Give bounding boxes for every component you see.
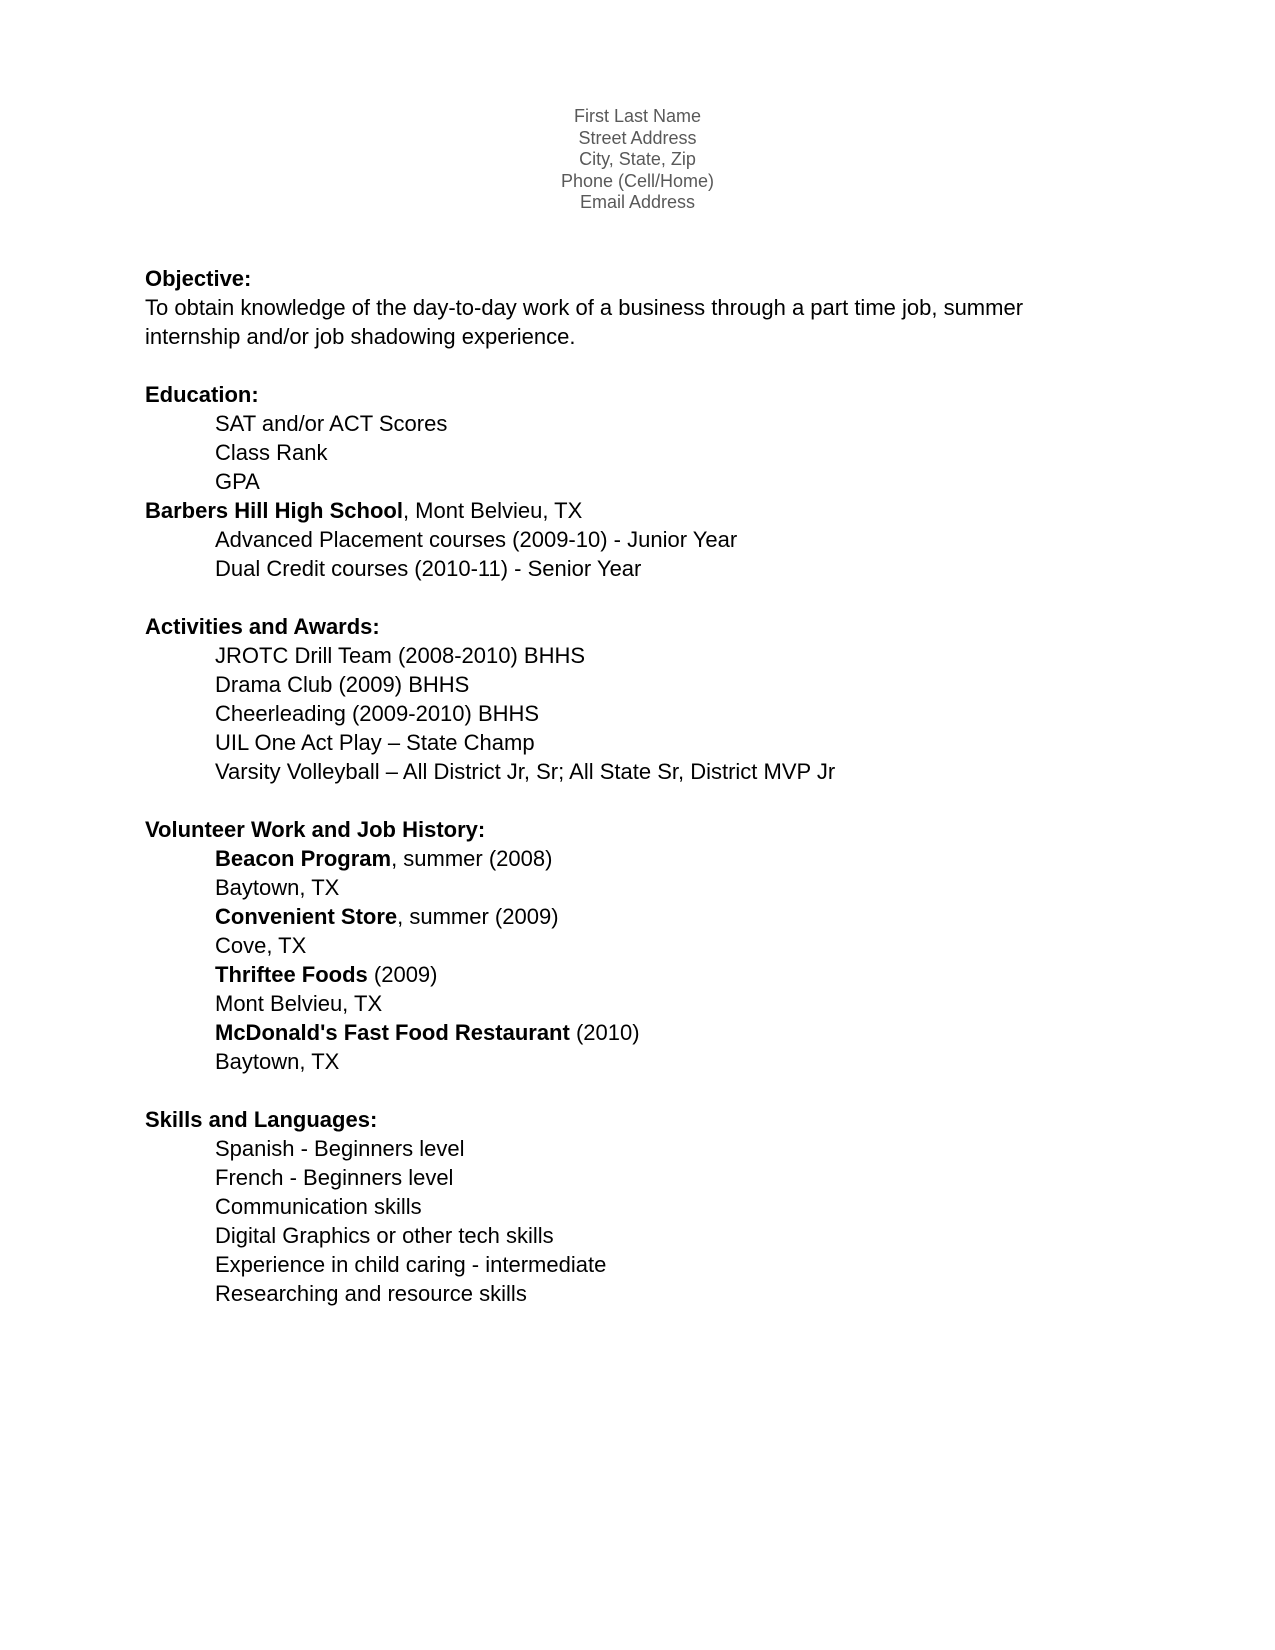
activity-item: UIL One Act Play – State Champ (215, 729, 535, 755)
job-title-line (145, 844, 1130, 873)
section-skills (145, 1105, 1130, 1308)
education-heading: Education: (145, 381, 259, 407)
contact-header (0, 0, 1275, 214)
skill-item: Communication skills (215, 1193, 422, 1219)
education-course: Dual Credit courses (2010-11) - Senior Year (215, 555, 642, 581)
education-item: GPA (215, 468, 260, 494)
skill-item: Spanish - Beginners level (215, 1135, 465, 1161)
job-detail: , summer (2008) (391, 845, 553, 871)
job-detail: , summer (2009) (397, 903, 559, 929)
job-name: Thriftee Foods (215, 961, 368, 987)
skills-heading: Skills and Languages: (145, 1106, 378, 1132)
skill-item: French - Beginners level (215, 1164, 454, 1190)
job-title-line (145, 902, 1130, 931)
skill-item: Digital Graphics or other tech skills (215, 1222, 554, 1248)
education-item: Class Rank (215, 439, 328, 465)
job-title-line (145, 960, 1130, 989)
job-title-line (145, 1018, 1130, 1047)
activity-item: Drama Club (2009) BHHS (215, 671, 470, 697)
job-detail: (2009) (367, 961, 438, 987)
activities-heading: Activities and Awards: (145, 613, 380, 639)
section-objective (145, 264, 1130, 351)
job-name: Beacon Program (215, 845, 392, 871)
contact-name: First Last Name (573, 106, 702, 126)
objective-text: To obtain knowledge of the day-to-day work of a business through a part time job, summer internship and/or job shadowing experience. (145, 294, 1024, 349)
contact-city-state-zip: City, State, Zip (579, 149, 696, 169)
objective-heading: Objective: (145, 265, 252, 291)
activity-item: Varsity Volleyball – All District Jr, Sr; All State Sr, District MVP Jr (215, 758, 836, 784)
contact-phone: Phone (Cell/Home) (560, 170, 715, 191)
education-school-location: , Mont Belvieu, TX (402, 497, 583, 523)
education-school-line (145, 496, 1130, 525)
job-location: Mont Belvieu, TX (215, 990, 383, 1016)
job-detail: (2010) (569, 1019, 640, 1045)
education-item: SAT and/or ACT Scores (215, 410, 448, 436)
section-activities (145, 612, 1130, 786)
job-location: Baytown, TX (215, 874, 340, 900)
contact-email: Email Address (579, 192, 696, 212)
volunteer-heading: Volunteer Work and Job History: (145, 816, 486, 842)
job-location: Baytown, TX (215, 1048, 340, 1074)
section-volunteer (145, 815, 1130, 1076)
job-name: Convenient Store (215, 903, 398, 929)
resume-body (0, 264, 1275, 1308)
job-location: Cove, TX (215, 932, 307, 958)
education-school-name: Barbers Hill High School (145, 497, 403, 523)
skill-item: Experience in child caring - intermediate (215, 1251, 607, 1277)
education-course: Advanced Placement courses (2009-10) - Junior Year (215, 526, 738, 552)
contact-street: Street Address (578, 127, 697, 148)
activity-item: Cheerleading (2009-2010) BHHS (215, 700, 540, 726)
activity-item: JROTC Drill Team (2008-2010) BHHS (215, 642, 586, 668)
section-education (145, 380, 1130, 583)
job-name: McDonald's Fast Food Restaurant (215, 1019, 570, 1045)
skill-item: Researching and resource skills (215, 1280, 527, 1306)
